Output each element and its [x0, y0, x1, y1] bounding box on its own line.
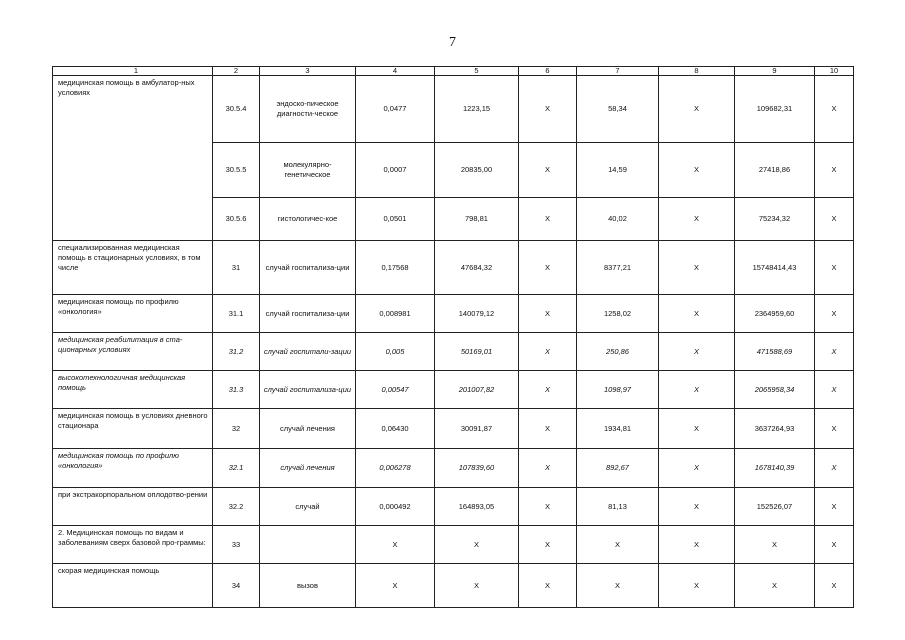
- table-cell-col3: случай госпитали-зации: [260, 333, 356, 371]
- table-cell-col9: 152526,07: [735, 488, 815, 526]
- table-row: [53, 564, 854, 608]
- table-cell-col5: 30091,87: [435, 409, 519, 449]
- table-row: [53, 76, 854, 143]
- table-cell-col10: X: [815, 564, 854, 608]
- table-cell-col8: X: [659, 449, 735, 488]
- table-cell-col5: 47684,32: [435, 241, 519, 295]
- table-cell-col3: случай лечения: [260, 409, 356, 449]
- page-number: 7: [449, 35, 456, 50]
- table-cell-col7: X: [577, 526, 659, 564]
- table-cell-col3: случай: [260, 488, 356, 526]
- table-cell-col3: вызов: [260, 564, 356, 608]
- table-cell-col5: X: [435, 564, 519, 608]
- table-cell-col8: X: [659, 564, 735, 608]
- column-header-5: 5: [435, 67, 519, 76]
- table-cell-col9: X: [735, 526, 815, 564]
- table-cell-col7: 58,34: [577, 76, 659, 143]
- table-cell-col6: X: [519, 564, 577, 608]
- table-cell-col5: 798,81: [435, 198, 519, 241]
- table-cell-col7: 892,67: [577, 449, 659, 488]
- table-cell-col1: при экстракорпоральном оплодотво-рении: [53, 488, 213, 526]
- table-cell-col8: X: [659, 371, 735, 409]
- table-cell-col9: 2364959,60: [735, 295, 815, 333]
- table-cell-col2: 31.1: [213, 295, 260, 333]
- table-cell-col3: случай госпитализа-ции: [260, 241, 356, 295]
- table-cell-col4: X: [356, 564, 435, 608]
- table-cell-col2: 30.5.6: [213, 198, 260, 241]
- table-cell-col2: 30.5.4: [213, 76, 260, 143]
- table-cell-col8: X: [659, 143, 735, 198]
- table-cell-col6: X: [519, 241, 577, 295]
- table-cell-col9: 27418,86: [735, 143, 815, 198]
- table-cell-col5: 140079,12: [435, 295, 519, 333]
- table-cell-col6: X: [519, 143, 577, 198]
- table-cell-col3: случай госпитализа-ции: [260, 295, 356, 333]
- table-cell-col7: 14,59: [577, 143, 659, 198]
- table-cell-col9: X: [735, 564, 815, 608]
- table-cell-col9: 109682,31: [735, 76, 815, 143]
- table-cell-col10: X: [815, 198, 854, 241]
- table-cell-col6: X: [519, 526, 577, 564]
- table-cell-col10: X: [815, 526, 854, 564]
- header-row: [53, 67, 854, 76]
- table-cell-col6: X: [519, 295, 577, 333]
- table-cell-col7: 1934,81: [577, 409, 659, 449]
- table-cell-col1: специализированная медицинская помощь в стационарных условиях, в том числе: [53, 241, 213, 295]
- column-header-2: 2: [213, 67, 260, 76]
- table-cell-col2: 33: [213, 526, 260, 564]
- table-cell-col8: X: [659, 198, 735, 241]
- tariff-table: [52, 66, 854, 608]
- column-header-4: 4: [356, 67, 435, 76]
- table-cell-col1: медицинская реабилитация в ста-ционарных условиях: [53, 333, 213, 371]
- table-cell-col10: X: [815, 409, 854, 449]
- table-cell-col2: 31.2: [213, 333, 260, 371]
- table-cell-col7: 1258,02: [577, 295, 659, 333]
- table-cell-col4: 0,17568: [356, 241, 435, 295]
- table-cell-col6: X: [519, 371, 577, 409]
- table-cell-col6: X: [519, 409, 577, 449]
- table-cell-col3: случай госпитализа-ции: [260, 371, 356, 409]
- table-cell-col10: X: [815, 295, 854, 333]
- table-cell-col8: X: [659, 488, 735, 526]
- table-cell-col4: 0,0501: [356, 198, 435, 241]
- table-cell-col10: X: [815, 449, 854, 488]
- table-cell-col4: 0,0007: [356, 143, 435, 198]
- table-cell-col4: 0,008981: [356, 295, 435, 333]
- table-cell-col2: 30.5.5: [213, 143, 260, 198]
- table-row: [53, 333, 854, 371]
- table-cell-col5: 107839,60: [435, 449, 519, 488]
- table-cell-col5: X: [435, 526, 519, 564]
- table-cell-col4: 0,00547: [356, 371, 435, 409]
- table-cell-col10: X: [815, 241, 854, 295]
- column-header-6: 6: [519, 67, 577, 76]
- table-cell-col9: 75234,32: [735, 198, 815, 241]
- table-cell-col6: X: [519, 198, 577, 241]
- table-cell-col4: 0,005: [356, 333, 435, 371]
- table-cell-col6: X: [519, 488, 577, 526]
- table-cell-col10: X: [815, 143, 854, 198]
- table-cell-col3: молекулярно-генетическое: [260, 143, 356, 198]
- table-cell-col7: 250,86: [577, 333, 659, 371]
- table-row: [53, 488, 854, 526]
- table-cell-col9: 15748414,43: [735, 241, 815, 295]
- table-row: [53, 295, 854, 333]
- table-cell-col9: 471588,69: [735, 333, 815, 371]
- table-cell-col6: X: [519, 76, 577, 143]
- table-row: [53, 526, 854, 564]
- table-cell-col2: 32.2: [213, 488, 260, 526]
- table-cell-col5: 50169,01: [435, 333, 519, 371]
- table-cell-col4: 0,006278: [356, 449, 435, 488]
- table-cell-col7: 40,02: [577, 198, 659, 241]
- table-cell-col8: X: [659, 526, 735, 564]
- table-cell-col1: медицинская помощь в амбулатор-ных условиях: [53, 76, 213, 241]
- table-cell-col1: высокотехнологичная медицинская помощь: [53, 371, 213, 409]
- table-cell-col9: 1678140,39: [735, 449, 815, 488]
- table-cell-col8: X: [659, 295, 735, 333]
- column-header-8: 8: [659, 67, 735, 76]
- table-cell-col5: 1223,15: [435, 76, 519, 143]
- table-cell-col4: X: [356, 526, 435, 564]
- table-cell-col2: 34: [213, 564, 260, 608]
- table-cell-col1: 2. Медицинская помощь по видам и заболеваниям сверх базовой про-граммы:: [53, 526, 213, 564]
- column-header-1: 1: [53, 67, 213, 76]
- table-cell-col4: 0,0477: [356, 76, 435, 143]
- column-header-10: 10: [815, 67, 854, 76]
- table-cell-col10: X: [815, 488, 854, 526]
- table-cell-col6: X: [519, 449, 577, 488]
- column-header-7: 7: [577, 67, 659, 76]
- table-cell-col1: медицинская помощь в условиях дневного стационара: [53, 409, 213, 449]
- table-cell-col7: 8377,21: [577, 241, 659, 295]
- table-row: [53, 241, 854, 295]
- table-cell-col2: 32: [213, 409, 260, 449]
- table-cell-col4: 0,000492: [356, 488, 435, 526]
- table-cell-col6: X: [519, 333, 577, 371]
- table-cell-col5: 20835,00: [435, 143, 519, 198]
- table-cell-col7: X: [577, 564, 659, 608]
- column-header-9: 9: [735, 67, 815, 76]
- table-cell-col8: X: [659, 333, 735, 371]
- table-cell-col7: 1098,97: [577, 371, 659, 409]
- table-cell-col5: 201007,82: [435, 371, 519, 409]
- table-cell-col1: медицинская помощь по профилю «онкология»: [53, 295, 213, 333]
- table-row: [53, 409, 854, 449]
- table-cell-col1: скорая медицинская помощь: [53, 564, 213, 608]
- table-cell-col1: медицинская помощь по профилю «онкология»: [53, 449, 213, 488]
- table-cell-col3: случай лечения: [260, 449, 356, 488]
- table-cell-col4: 0,06430: [356, 409, 435, 449]
- table-cell-col8: X: [659, 76, 735, 143]
- table-cell-col3: [260, 526, 356, 564]
- table-cell-col10: X: [815, 76, 854, 143]
- table-cell-col3: эндоско-пическое диагности-ческое: [260, 76, 356, 143]
- table-cell-col2: 31.3: [213, 371, 260, 409]
- table-cell-col7: 81,13: [577, 488, 659, 526]
- table-cell-col9: 2065958,34: [735, 371, 815, 409]
- table-cell-col10: X: [815, 371, 854, 409]
- table-cell-col8: X: [659, 409, 735, 449]
- table-cell-col10: X: [815, 333, 854, 371]
- table-cell-col2: 31: [213, 241, 260, 295]
- table-cell-col9: 3637264,93: [735, 409, 815, 449]
- table-row: [53, 371, 854, 409]
- table-cell-col2: 32.1: [213, 449, 260, 488]
- table-cell-col8: X: [659, 241, 735, 295]
- table-cell-col3: гистологичес-кое: [260, 198, 356, 241]
- column-header-3: 3: [260, 67, 356, 76]
- table-row: [53, 449, 854, 488]
- table-cell-col5: 164893,05: [435, 488, 519, 526]
